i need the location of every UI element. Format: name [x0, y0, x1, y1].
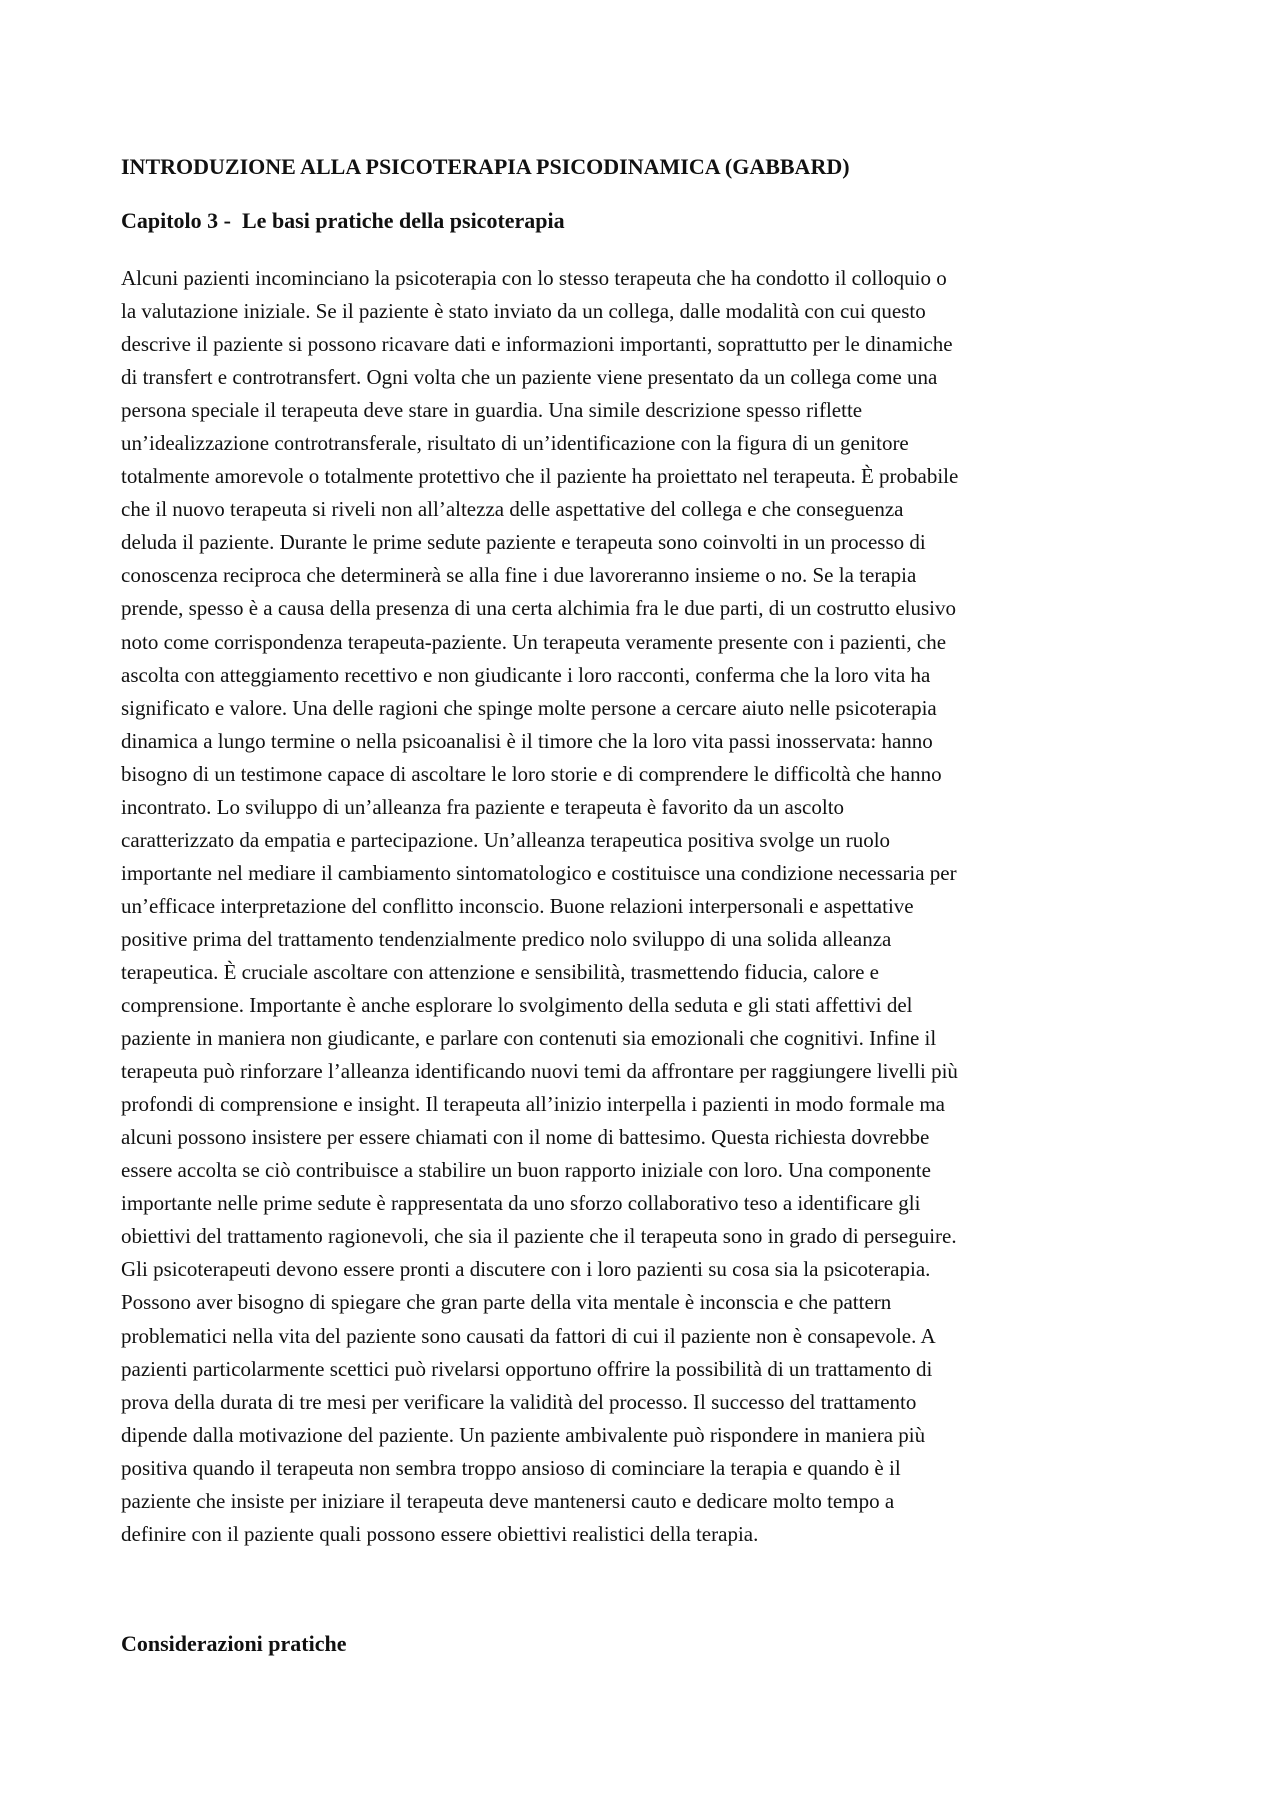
paragraph-line: prova della durata di tre mesi per verificare la validità del processo. Il successo del trattamento [121, 1389, 917, 1414]
paragraph-line: persona speciale il terapeuta deve stare in guardia. Una simile descrizione spesso riflette [121, 398, 863, 423]
paragraph-line: Alcuni pazienti incominciano la psicoterapia con lo stesso terapeuta che ha condotto il colloquio o [121, 266, 947, 290]
paragraph-line: terapeutica. È cruciale ascoltare con attenzione e sensibilità, trasmettendo fiducia, calore e [121, 959, 879, 984]
paragraph-line: prende, spesso è a causa della presenza di una certa alchimia fra le due parti, di un costrutto elusivo [121, 596, 957, 621]
paragraph-line: Possono aver bisogno di spiegare che gran parte della vita mentale è inconscia e che pattern [121, 1290, 892, 1315]
paragraph-line: dipende dalla motivazione del paziente. Un paziente ambivalente può rispondere in maniera più [121, 1422, 926, 1447]
paragraph-line: caratterizzato da empatia e partecipazione. Un’alleanza terapeutica positiva svolge un ruolo [121, 827, 891, 852]
section-title: Considerazioni pratiche [121, 1631, 347, 1656]
paragraph-line: terapeuta può rinforzare l’alleanza identificando nuovi temi da affrontare per raggiungere livelli più [121, 1059, 958, 1084]
paragraph-line: descrive il paziente si possono ricavare dati e informazioni importanti, soprattutto per le dinamiche [121, 332, 953, 357]
paragraph-line: la valutazione iniziale. Se il paziente è stato inviato da un collega, dalle modalità con cui questo [121, 299, 926, 324]
paragraph-line: profondi di comprensione e insight. Il terapeuta all’inizio interpella i pazienti in modo formale ma [121, 1092, 945, 1117]
paragraph-line: ascolta con atteggiamento recettivo e non giudicante i loro racconti, conferma che la loro vita ha [121, 662, 931, 687]
paragraph-line: un’idealizzazione controtransferale, risultato di un’identificazione con la figura di un genitore [121, 431, 909, 456]
paragraph-line: un’efficace interpretazione del conflitto inconscio. Buone relazioni interpersonali e aspettative [121, 893, 914, 918]
paragraph-line: problematici nella vita del paziente sono causati da fattori di cui il paziente non è consapevole. A [121, 1323, 936, 1348]
paragraph-line: Gli psicoterapeuti devono essere pronti a discutere con i loro pazienti su cosa sia la psicoterapia. [121, 1257, 931, 1282]
paragraph-line: conoscenza reciproca che determinerà se alla fine i due lavoreranno insieme o no. Se la terapia [121, 563, 917, 588]
paragraph-line: di transfert e controtransfert. Ogni volta che un paziente viene presentato da un collega come una [121, 365, 938, 390]
body-paragraph [121, 262, 1167, 1551]
paragraph-line: paziente in maniera non giudicante, e parlare con contenuti sia emozionali che cognitivi. Infine il [121, 1026, 937, 1051]
paragraph-line: pazienti particolarmente scettici può rivelarsi opportuno offrire la possibilità di un trattamento di [121, 1356, 933, 1381]
paragraph-line: incontrato. Lo sviluppo di un’alleanza fra paziente e terapeuta è favorito da un ascolto [121, 794, 845, 819]
paragraph-line: definire con il paziente quali possono essere obiettivi realistici della terapia. [121, 1521, 759, 1546]
paragraph-line: importante nel mediare il cambiamento sintomatologico e costituisce una condizione necessaria per [121, 860, 957, 885]
paragraph-line: paziente che insiste per iniziare il terapeuta deve mantenersi cauto e dedicare molto tempo a [121, 1488, 895, 1513]
paragraph-line: bisogno di un testimone capace di ascoltare le loro storie e di comprendere le difficoltà che hanno [121, 761, 942, 786]
paragraph-line: importante nelle prime sedute è rappresentata da uno sforzo collaborativo teso a identificare gli [121, 1191, 921, 1216]
paragraph-line: positiva quando il terapeuta non sembra troppo ansioso di cominciare la terapia e quando è il [121, 1455, 901, 1480]
paragraph-line: che il nuovo terapeuta si riveli non all’altezza delle aspettative del collega e che conseguenza [121, 497, 904, 522]
paragraph-line: totalmente amorevole o totalmente protettivo che il paziente ha proiettato nel terapeuta. È probabile [121, 464, 959, 489]
paragraph-line: obiettivi del trattamento ragionevoli, che sia il paziente che il terapeuta sono in grado di perseguire. [121, 1224, 957, 1249]
paragraph-line: significato e valore. Una delle ragioni che spinge molte persone a cercare aiuto nelle psicoterapia [121, 695, 937, 720]
paragraph-line: essere accolta se ciò contribuisce a stabilire un buon rapporto iniziale con loro. Una componente [121, 1158, 931, 1183]
chapter-title: Capitolo 3 - Le basi pratiche della psicoterapia [121, 208, 565, 233]
document-title: INTRODUZIONE ALLA PSICOTERAPIA PSICODINAMICA (GABBARD) [121, 154, 850, 179]
paragraph-line: deluda il paziente. Durante le prime sedute paziente e terapeuta sono coinvolti in un processo di [121, 530, 926, 555]
paragraph-line: dinamica a lungo termine o nella psicoanalisi è il timore che la loro vita passi inosservata: hanno [121, 728, 933, 753]
paragraph-line: noto come corrispondenza terapeuta-paziente. Un terapeuta veramente presente con i pazienti, che [121, 629, 947, 654]
paragraph-line: alcuni possono insistere per essere chiamati con il nome di battesimo. Questa richiesta dovrebbe [121, 1125, 930, 1150]
paragraph-line: comprensione. Importante è anche esplorare lo svolgimento della seduta e gli stati affettivi del [121, 993, 913, 1018]
paragraph-line: positive prima del trattamento tendenzialmente predico nolo sviluppo di una solida alleanza [121, 926, 892, 951]
